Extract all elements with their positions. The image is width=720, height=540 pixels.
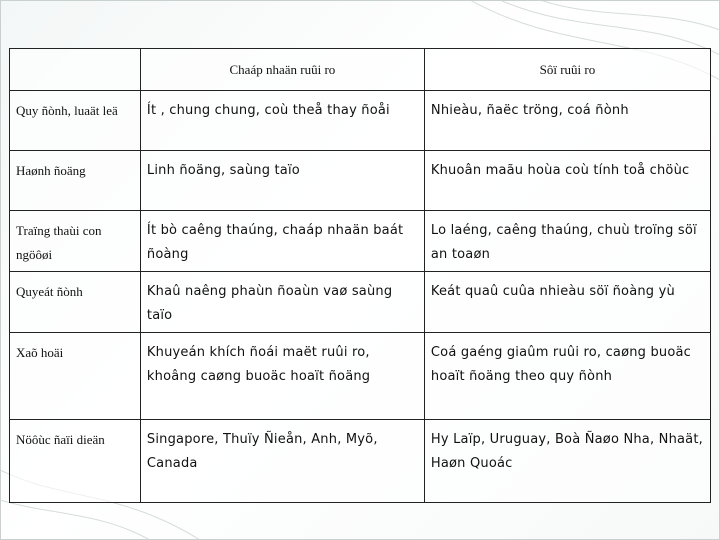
header-empty-cell [10,49,141,91]
swirl-line [0,500,150,540]
table-cell: Coá gaéng giaûm ruûi ro, caøng buoäc hoaït ñoäng theo quy ñònh [424,333,710,420]
table-cell: Ít , chung chung, coù theå thay ñoåi [140,91,424,151]
table-row [10,420,711,503]
table-header-row [10,49,711,91]
row-label: Nöôùc ñaïi dieän [10,420,141,503]
header-risk-acceptance: Chaáp nhaän ruûi ro [140,49,424,91]
table-row [10,91,711,151]
table-cell: Khuyeán khích ñoái maët ruûi ro, khoâng caøng buoäc hoaït ñoäng [140,333,424,420]
table-cell: Keát quaû cuûa nhieàu söï ñoàng yù [424,272,710,333]
table-cell: Ít bò caêng thaúng, chaáp nhaän baát ñoàng [140,211,424,272]
table-cell: Hy Laïp, Uruguay, Boà Ñaøo Nha, Nhaät, Haøn Quoác [424,420,710,503]
row-label: Haønh ñoäng [10,151,141,211]
row-label: Xaõ hoäi [10,333,141,420]
row-label: Quyeát ñònh [10,272,141,333]
swirl-line [500,0,720,55]
row-label: Traïng thaùi con ngöôøi [10,211,141,272]
table-row [10,211,711,272]
table-cell: Khaû naêng phaùn ñoaùn vaø saùng taïo [140,272,424,333]
table-cell: Khuoân maãu hoùa coù tính toå chöùc [424,151,710,211]
swirl-line [540,0,720,30]
table-cell: Lo laéng, caêng thaúng, chuù troïng söï an toaøn [424,211,710,272]
row-label: Quy ñònh, luaät leä [10,91,141,151]
table-row [10,333,711,420]
table-cell: Singapore, Thuïy Ñieån, Anh, Myõ, Canada [140,420,424,503]
table-cell: Linh ñoäng, saùng taïo [140,151,424,211]
comparison-table [9,48,711,503]
header-risk-avoidance: Sôï ruûi ro [424,49,710,91]
table-row [10,151,711,211]
table-row [10,272,711,333]
table-cell: Nhieàu, ñaëc tröng, coá ñònh [424,91,710,151]
